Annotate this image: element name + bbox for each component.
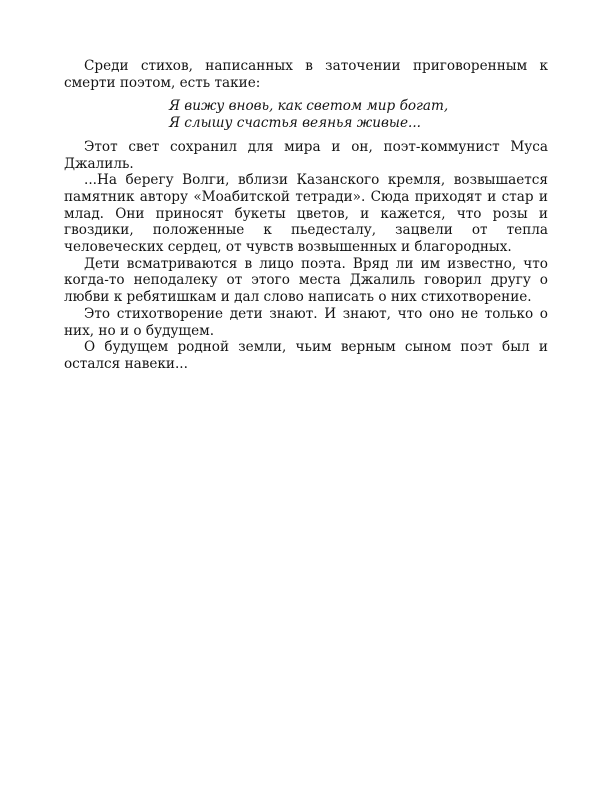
paragraph-poem-known: Это стихотворение дети знают. И знают, что оно не только о них, но и о будущем. [64,305,548,339]
paragraph-future: О будущем родной земли, чьим верным сыном поэт был и остался навеки... [64,339,548,372]
verse-line: Я вижу вновь, как светом мир богат, [169,98,449,115]
verse-quote [64,98,548,131]
paragraph-light-saved: Этот свет сохранил для мира и он, поэт-коммунист Муса Джалиль. [64,138,548,172]
verse-line: Я слышу счастья веянья живые... [169,115,421,132]
paragraph-children: Дети всматриваются в лицо поэта. Вряд ли им известно, что когда-то неподалеку от этого места Джалиль говорил другу о любви к ребятишкам и дал слово написать о них стихотворение. [64,255,548,306]
intro-paragraph: Среди стихов, написанных в заточении приговоренным к смерти поэтом, есть такие: [64,58,548,91]
paragraph-monument: ...На берегу Волги, вблизи Казанского кремля, возвышается памятник автору «Моабитской тетради». Сюда приходят и стар и млад. Они приносят букеты цветов, и кажется, что розы и гвоздики, положенные к пьедесталу, зацвели от тепла человеческих сердец, от чувств возвышенных и благородных. [64,172,548,256]
document-page [64,58,548,373]
